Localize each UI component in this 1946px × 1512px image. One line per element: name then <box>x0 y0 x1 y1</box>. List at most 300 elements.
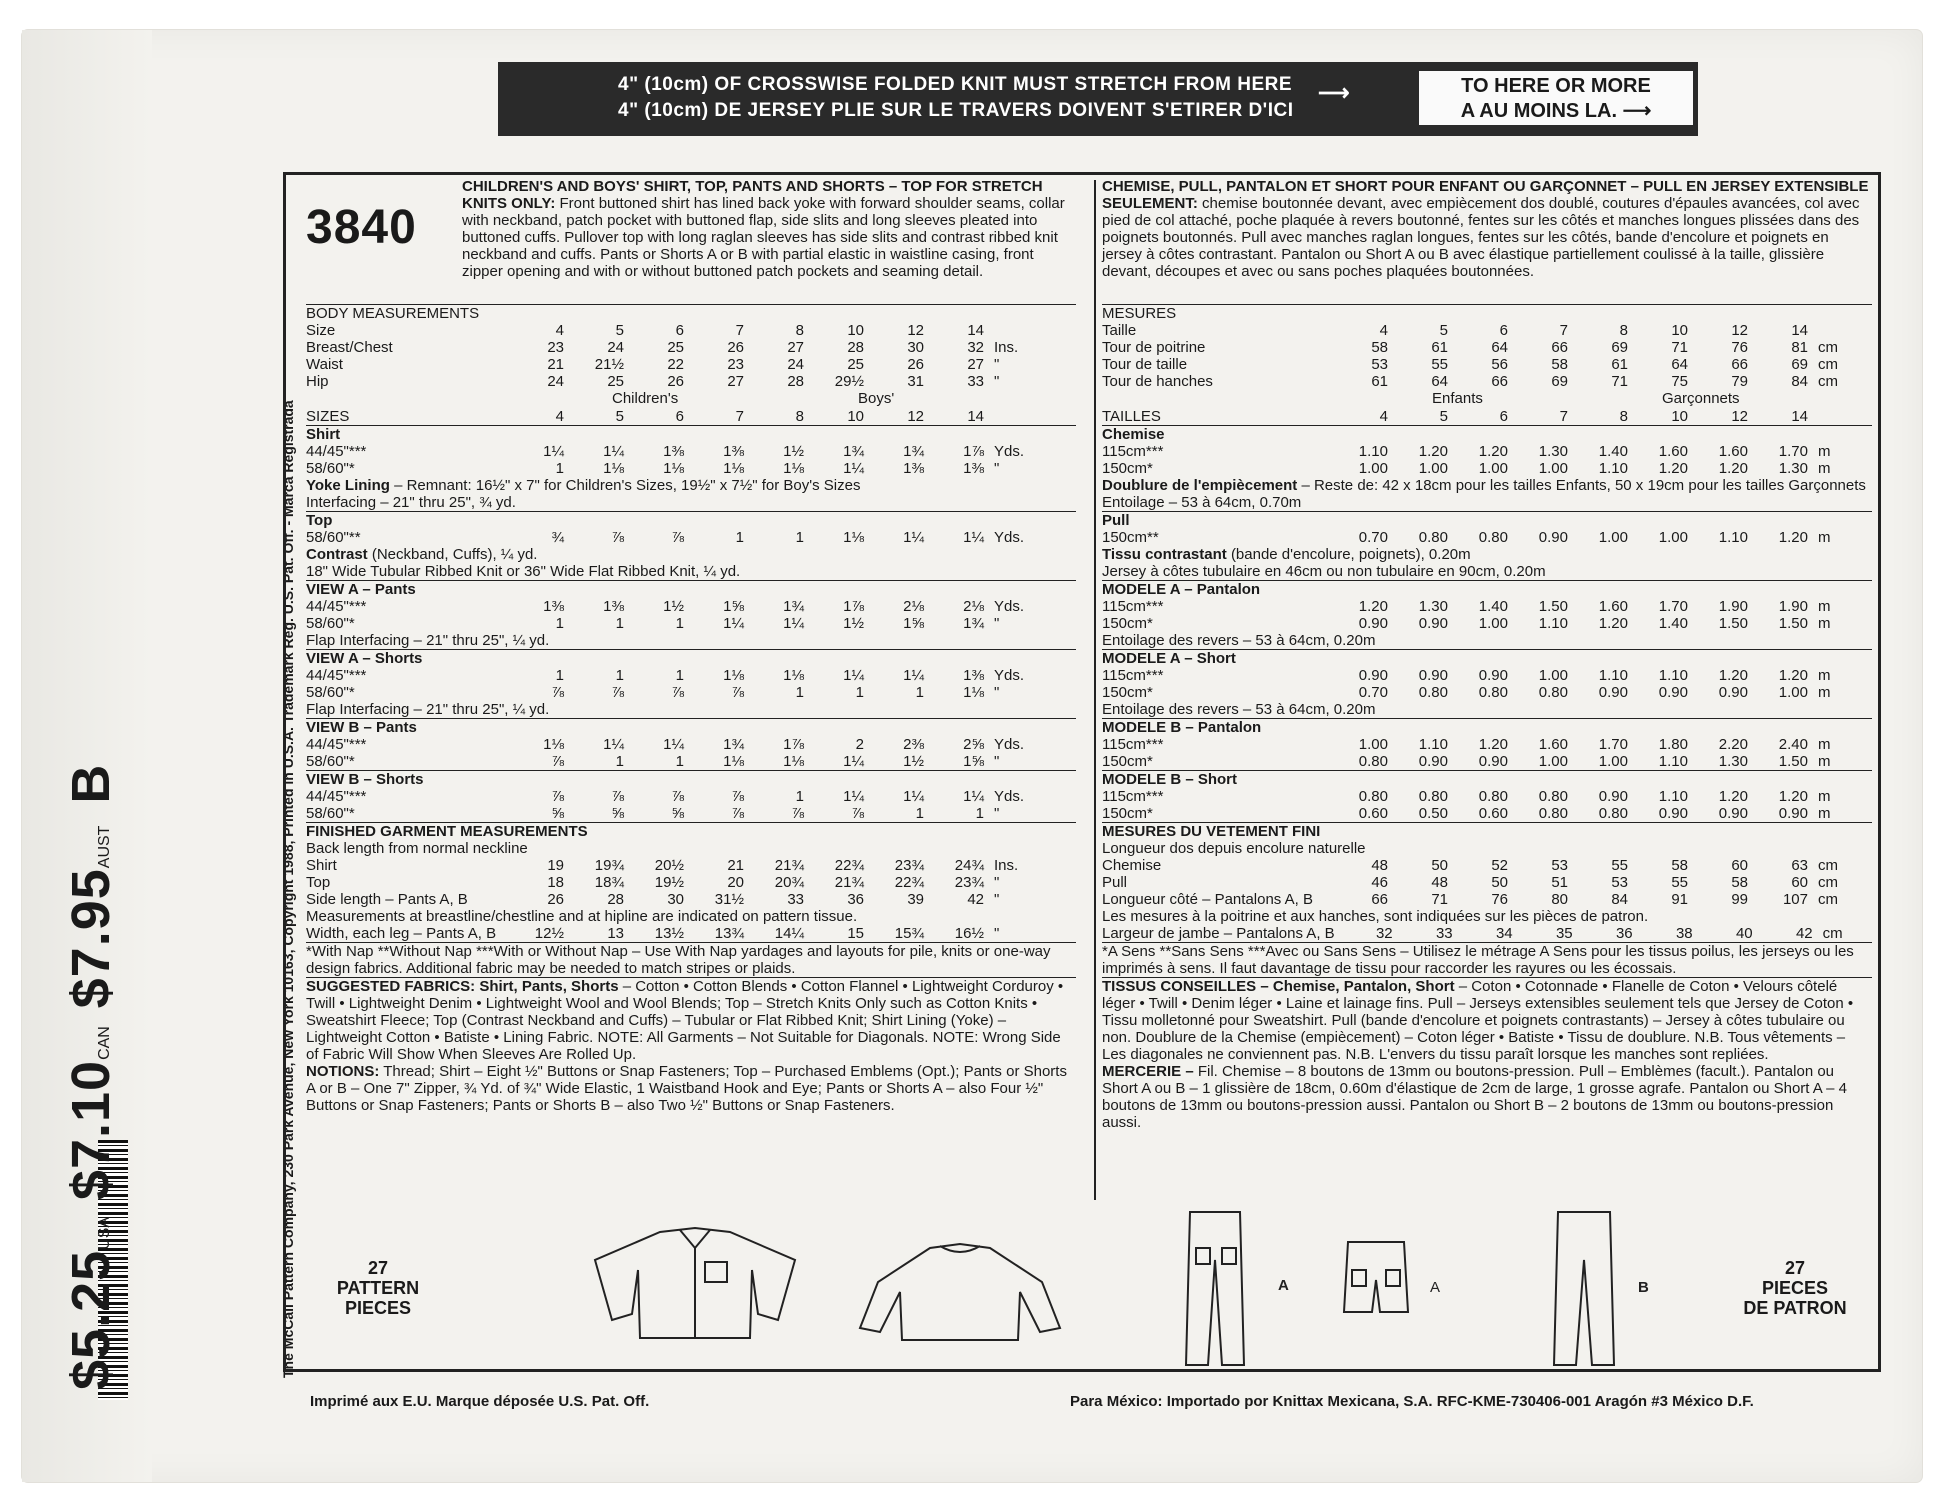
table-cell: ⅝ <box>611 805 624 822</box>
table-row <box>1102 684 1854 701</box>
table-cell: m <box>1818 598 1831 615</box>
table-cell: 1.00 <box>1358 460 1388 477</box>
table-cell: 10 <box>1671 408 1688 425</box>
table-cell: 1⅜ <box>723 443 744 460</box>
table-cell: 1.10 <box>1658 753 1688 770</box>
pants-b-drawing <box>1554 1212 1614 1365</box>
fr-group-enfants: Enfants <box>1432 390 1483 407</box>
row-label: 150cm** <box>1102 529 1159 546</box>
table-cell: 32 <box>967 339 984 356</box>
table-cell: 63 <box>1791 857 1808 874</box>
table-cell: 64 <box>1671 356 1688 373</box>
table-cell: 1.60 <box>1658 443 1688 460</box>
table-cell: 34 <box>1495 925 1513 942</box>
table-cell: 23¾ <box>954 874 984 891</box>
table-cell: cm <box>1818 373 1838 390</box>
table-cell: 61 <box>1611 356 1628 373</box>
table-cell: 0.70 <box>1358 684 1388 701</box>
table-cell: 5 <box>615 408 624 425</box>
table-cell: 1.00 <box>1418 460 1448 477</box>
row-label: Breast/Chest <box>306 339 393 356</box>
row-label: Largeur de jambe – Pantalons A, B <box>1102 925 1335 942</box>
table-cell: ⅞ <box>731 684 744 701</box>
fr-tissu-contrastant-text: (bande d'encolure, poignets), 0.20m <box>1230 546 1471 563</box>
table-cell: 21½ <box>594 356 624 373</box>
table-cell: 1 <box>975 805 984 822</box>
table-cell: Yds. <box>994 667 1025 684</box>
table-cell: 69 <box>1611 339 1628 356</box>
table-cell: 29½ <box>834 373 864 390</box>
table-cell: 1⅛ <box>663 460 684 477</box>
table-cell: 7 <box>735 408 744 425</box>
top-drawing <box>860 1244 1060 1340</box>
table-cell: 27 <box>727 373 744 390</box>
fr-mercerie-title: MERCERIE – <box>1102 1063 1194 1080</box>
row-label: Tour de poitrine <box>1102 339 1206 356</box>
table-cell: 1.40 <box>1598 443 1628 460</box>
table-cell: 2⅛ <box>903 598 924 615</box>
table-cell: 1.10 <box>1538 615 1568 632</box>
table-cell: 1.40 <box>1658 615 1688 632</box>
table-cell: 20 <box>727 874 744 891</box>
en-contrast-title: Contrast <box>306 546 368 563</box>
en-flap1: Flap Interfacing – 21" thru 25", ¼ yd. <box>306 632 550 649</box>
en-measurements <box>306 304 1076 1114</box>
table-cell: 1 <box>615 615 624 632</box>
table-cell: ⅞ <box>551 684 564 701</box>
table-cell: " <box>994 891 1000 908</box>
row-label: 44/45"*** <box>306 667 367 684</box>
table-cell: 1¾ <box>843 443 864 460</box>
table-cell: 13 <box>607 925 624 942</box>
fr-ma-short-title: MODELE A – Short <box>1102 650 1236 667</box>
table-cell: 21¾ <box>834 874 864 891</box>
table-cell: 0.90 <box>1358 615 1388 632</box>
fr-measurements <box>1102 304 1872 1131</box>
row-label: Pull <box>1102 874 1128 891</box>
en-fgm-title: FINISHED GARMENT MEASUREMENTS <box>306 823 588 840</box>
table-cell: 1½ <box>663 598 684 615</box>
table-cell: 1¼ <box>603 736 624 753</box>
row-label: TAILLES <box>1102 408 1161 425</box>
table-cell: 1.00 <box>1478 615 1508 632</box>
fr-mb-short-table <box>1102 788 1854 822</box>
table-cell: 2⅝ <box>963 736 984 753</box>
table-cell <box>986 322 1038 339</box>
table-cell: 1¼ <box>963 788 984 805</box>
table-cell: 58 <box>1671 857 1688 874</box>
table-cell: 1¼ <box>603 443 624 460</box>
table-cell: 1⅛ <box>723 667 744 684</box>
fr-intro <box>1102 178 1872 280</box>
table-cell: m <box>1818 788 1831 805</box>
table-cell: m <box>1818 529 1831 546</box>
table-cell: 4 <box>555 408 564 425</box>
row-label: 44/45"*** <box>306 788 367 805</box>
table-cell: 1.50 <box>1778 753 1808 770</box>
table-cell: 1¼ <box>723 615 744 632</box>
currency-can: CAN <box>96 1026 113 1060</box>
table-cell: 20½ <box>654 857 684 874</box>
table-cell: 61 <box>1371 373 1388 390</box>
fr-group-garconnets: Garçonnets <box>1662 390 1740 407</box>
price-can: $7.10 <box>61 1059 121 1201</box>
table-row <box>1102 443 1854 460</box>
table-cell: 1 <box>555 615 564 632</box>
table-cell: ⅝ <box>671 805 684 822</box>
table-cell: 26 <box>727 339 744 356</box>
pattern-pieces-en <box>318 1258 438 1318</box>
table-cell: 75 <box>1671 373 1688 390</box>
table-cell: 1.10 <box>1598 460 1628 477</box>
en-va-pants-title: VIEW A – Pants <box>306 581 416 598</box>
row-label: 115cm*** <box>1102 788 1164 805</box>
table-cell: 60 <box>1731 857 1748 874</box>
table-cell: " <box>994 805 1000 822</box>
table-cell: " <box>994 356 1000 373</box>
en-va-pants-table <box>306 598 1038 632</box>
table-cell: 1.70 <box>1598 736 1628 753</box>
table-cell: 1.20 <box>1478 736 1508 753</box>
table-cell: 1¼ <box>843 460 864 477</box>
table-row <box>1102 788 1854 805</box>
table-cell: 7 <box>735 322 744 339</box>
en-width-table <box>306 925 1038 942</box>
fr-ma-pantalon-table <box>1102 598 1854 632</box>
table-cell: 1.10 <box>1358 443 1388 460</box>
table-cell: 1½ <box>843 615 864 632</box>
fr-mb-short-title: MODELE B – Short <box>1102 771 1238 788</box>
table-cell: 13½ <box>654 925 684 942</box>
table-cell: 16½ <box>954 925 984 942</box>
table-cell: ⅞ <box>731 805 744 822</box>
en-flap2: Flap Interfacing – 21" thru 25", ¼ yd. <box>306 701 550 718</box>
table-cell: Ins. <box>994 339 1019 356</box>
fr-chemise-title: Chemise <box>1102 426 1165 443</box>
table-cell: 8 <box>795 408 804 425</box>
table-cell: 6 <box>1499 322 1508 339</box>
table-cell: 1¼ <box>663 736 684 753</box>
en-va-shorts-title: VIEW A – Shorts <box>306 650 423 667</box>
table-cell: 1.60 <box>1598 598 1628 615</box>
table-cell: 1.10 <box>1718 529 1748 546</box>
table-cell: ⅞ <box>611 684 624 701</box>
table-cell: 1⅝ <box>903 615 924 632</box>
row-label: Tour de taille <box>1102 356 1188 373</box>
table-cell: Yds. <box>994 736 1025 753</box>
table-cell: 1⅛ <box>723 460 744 477</box>
en-fabrics-text: – Cotton • Cotton Blends • Cotton Flannel • Lightweight Corduroy • Twill • Lightweight Denim • Lightweight Wool and Wool Blends; Top – Stretch Knits Only such as Cotton Knits • Sweatshirt Fleece; Top (Contrast Neckband and Cuffs) – Tubular or Flat Ribbed Knit; Shirt Lining (Yoke) – Lightweight Cotton • Batiste • Lining Fabric. NOTE: All Garments – Not Suitable for Diagonals. NOTE: Wrong Side of Fabric Will Show When Sleeves Are Rolled Up. <box>306 978 1064 1063</box>
table-cell: 30 <box>667 891 684 908</box>
table-cell: 1⅜ <box>903 460 924 477</box>
table-cell: ⅞ <box>731 788 744 805</box>
table-cell: 1.00 <box>1538 753 1568 770</box>
en-yoke-text: – Remnant: 16½" x 7" for Children's Sizes, 19½" x 7½" for Boy's Sizes <box>394 477 861 494</box>
table-cell: 12 <box>1731 322 1748 339</box>
table-cell: 1.20 <box>1478 443 1508 460</box>
table-cell: 1.30 <box>1538 443 1568 460</box>
table-cell: m <box>1818 753 1831 770</box>
table-cell: 0.90 <box>1598 684 1628 701</box>
table-cell: 52 <box>1491 857 1508 874</box>
pieces-count-fr: 27 <box>1784 1258 1806 1278</box>
table-cell: ⅞ <box>611 529 624 546</box>
table-cell: 1⅝ <box>723 598 744 615</box>
table-cell: " <box>994 925 1000 942</box>
row-label: SIZES <box>306 408 350 425</box>
table-cell: ¾ <box>551 529 564 546</box>
table-cell: 1.60 <box>1718 443 1748 460</box>
table-row <box>306 460 1038 477</box>
en-shirt-table <box>306 443 1038 477</box>
table-cell: 12 <box>907 322 924 339</box>
table-cell: 4 <box>555 322 564 339</box>
table-cell: 1.00 <box>1358 736 1388 753</box>
table-cell: 1.90 <box>1778 598 1808 615</box>
table-cell: 26 <box>547 891 564 908</box>
table-cell: 25 <box>607 373 624 390</box>
table-row <box>306 788 1038 805</box>
stretch-target-fr: A AU MOINS LA. ⟶ <box>1460 100 1652 122</box>
table-row <box>306 874 1038 891</box>
table-cell: 23 <box>727 356 744 373</box>
table-cell: 24 <box>607 339 624 356</box>
table-cell: 1.10 <box>1598 667 1628 684</box>
en-body-table <box>306 322 1038 390</box>
row-label: Chemise <box>1102 857 1162 874</box>
table-cell: 1.30 <box>1718 753 1748 770</box>
table-cell: m <box>1818 736 1831 753</box>
table-row <box>1102 598 1854 615</box>
fr-mercerie-text: Fil. Chemise – 8 boutons de 13mm ou boutons-pression. Pull – Emblèmes (facult.). Pantalon ou Short A ou B – 1 glissière de 18cm, 0.60m d'élastique de 2cm de large, 1 grosse agrafe. Pantalon ou Short A – 4 boutons de 13mm ou boutons-pression aussi. Pantalon ou Short B – 2 boutons de 13mm ou boutons-pression aussi. <box>1102 1063 1847 1131</box>
table-cell: 1 <box>675 615 684 632</box>
fr-mb-pantalon-title: MODELE B – Pantalon <box>1102 719 1262 736</box>
table-row <box>1102 805 1854 822</box>
table-cell: 21¾ <box>774 857 804 874</box>
table-cell: 2 <box>855 736 864 753</box>
table-cell: 1 <box>555 667 564 684</box>
table-cell: 7 <box>1559 408 1568 425</box>
table-cell: 38 <box>1675 925 1693 942</box>
table-cell: 76 <box>1731 339 1748 356</box>
table-row <box>306 529 1038 546</box>
en-vb-shorts-table <box>306 788 1038 822</box>
table-cell: ⅞ <box>671 788 684 805</box>
table-cell: 19¾ <box>594 857 624 874</box>
table-cell: 22 <box>667 356 684 373</box>
table-cell: Yds. <box>994 598 1025 615</box>
table-cell: m <box>1818 684 1831 701</box>
en-group-children: Children's <box>612 390 679 407</box>
table-cell: 1⅜ <box>663 443 684 460</box>
table-cell: 81 <box>1791 339 1808 356</box>
table-cell: 19 <box>547 857 564 874</box>
table-row <box>1102 460 1854 477</box>
table-cell: 27 <box>967 356 984 373</box>
table-row <box>1102 339 1854 356</box>
row-label: 150cm* <box>1102 684 1153 701</box>
table-row <box>1102 753 1854 770</box>
table-cell: 1¾ <box>963 615 984 632</box>
table-row <box>306 891 1038 908</box>
table-cell: 21 <box>547 356 564 373</box>
size-range-letter: B <box>61 763 121 804</box>
fr-ma-short-table <box>1102 667 1854 701</box>
table-cell: 84 <box>1611 891 1628 908</box>
table-row <box>306 925 1038 942</box>
en-body-title: BODY MEASUREMENTS <box>306 305 480 322</box>
table-cell: 22¾ <box>894 874 924 891</box>
table-cell: 1⅛ <box>783 460 804 477</box>
fr-longueur-dos: Longueur dos depuis encolure naturelle <box>1102 840 1366 857</box>
en-ribbed: 18" Wide Tubular Ribbed Knit or 36" Wide Flat Ribbed Knit, ¼ yd. <box>306 563 741 580</box>
table-cell: 0.80 <box>1418 529 1448 546</box>
table-cell: 4 <box>1379 322 1388 339</box>
stretch-target-en: TO HERE OR MORE <box>1461 75 1651 97</box>
price-usa: $5.25 <box>61 1249 121 1390</box>
row-label: 58/60"** <box>306 529 361 546</box>
table-row <box>1102 857 1854 874</box>
table-cell: " <box>994 373 1000 390</box>
table-cell: 1.20 <box>1778 529 1808 546</box>
table-cell: 1.00 <box>1778 684 1808 701</box>
en-nap-text: *With Nap **Without Nap ***With or Without Nap – Use With Nap yardages and layouts for pile, knits or one-way design fabrics. Additional fabric may be needed to match stripes or plaids. <box>306 943 1051 977</box>
table-cell: 76 <box>1491 891 1508 908</box>
table-cell: 0.90 <box>1418 667 1448 684</box>
table-cell: 1¼ <box>843 788 864 805</box>
row-label: 58/60"* <box>306 684 355 701</box>
en-contrast-text: (Neckband, Cuffs), ¼ yd. <box>371 546 538 563</box>
table-cell: 36 <box>847 891 864 908</box>
table-cell: 24¾ <box>954 857 984 874</box>
pattern-number: 3840 <box>306 201 417 254</box>
view-label-a: A <box>1278 1277 1289 1294</box>
table-cell: 31½ <box>714 891 744 908</box>
table-row <box>306 339 1038 356</box>
table-cell: 1.40 <box>1478 598 1508 615</box>
table-cell: 0.90 <box>1478 753 1508 770</box>
table-cell: 1.50 <box>1778 615 1808 632</box>
en-vb-pants-title: VIEW B – Pants <box>306 719 417 736</box>
table-cell: 15 <box>847 925 864 942</box>
table-cell: 0.90 <box>1538 529 1568 546</box>
table-cell: 1¼ <box>843 753 864 770</box>
en-intro <box>462 178 1074 280</box>
table-cell: 1 <box>555 460 564 477</box>
table-cell: 26 <box>667 373 684 390</box>
table-cell: 28 <box>787 373 804 390</box>
row-label: 44/45"*** <box>306 736 367 753</box>
table-cell: 1½ <box>783 443 804 460</box>
table-cell: Yds. <box>994 443 1025 460</box>
row-label: 58/60"* <box>306 805 355 822</box>
table-cell: 1.00 <box>1538 667 1568 684</box>
table-cell: 80 <box>1551 891 1568 908</box>
row-label: 58/60"* <box>306 753 355 770</box>
pieces-label-fr-1: PIECES <box>1761 1278 1829 1298</box>
pieces-count-en: 27 <box>367 1258 389 1278</box>
table-cell: 1.50 <box>1538 598 1568 615</box>
table-cell: 1.60 <box>1538 736 1568 753</box>
table-cell: 1.20 <box>1598 615 1628 632</box>
table-cell: 8 <box>1619 408 1628 425</box>
table-cell: 4 <box>1379 408 1388 425</box>
table-row <box>306 667 1038 684</box>
en-size-groups <box>306 390 1076 408</box>
table-cell: 1 <box>675 667 684 684</box>
table-row <box>1102 874 1854 891</box>
table-cell: m <box>1818 667 1831 684</box>
table-cell: 55 <box>1611 857 1628 874</box>
table-row <box>1102 529 1854 546</box>
fr-jersey-cotes: Jersey à côtes tubulaire en 46cm ou non tubulaire en 90cm, 0.20m <box>1102 563 1546 580</box>
table-cell: 14 <box>967 322 984 339</box>
table-row <box>1102 322 1854 339</box>
stretch-target-box <box>1416 68 1696 128</box>
view-label-a2: A <box>1430 1279 1441 1296</box>
fr-mb-pantalon-table <box>1102 736 1854 770</box>
table-cell: 51 <box>1551 874 1568 891</box>
table-cell: 64 <box>1491 339 1508 356</box>
stretch-line-fr: 4" (10cm) DE JERSEY PLIE SUR LE TRAVERS DOIVENT S'ETIRER D'ICI <box>618 100 1294 121</box>
en-meas-note: Measurements at breastline/chestline and at hipline are indicated on pattern tissue. <box>306 908 858 925</box>
table-cell: 1 <box>795 684 804 701</box>
fr-mesures-title: MESURES <box>1102 305 1177 322</box>
en-back-length: Back length from normal neckline <box>306 840 528 857</box>
table-cell: 2⅜ <box>903 736 924 753</box>
footer-left: Imprimé aux E.U. Marque déposée U.S. Pat. Off. <box>310 1393 650 1410</box>
fr-sens-text: *A Sens **Sans Sens ***Avec ou Sans Sens – Utilisez le métrage A Sens pour les tissus poilus, les jerseys ou les imprimés à sens. Il faut davantage de tissu pour raccorder les rayures ou les écossais. <box>1102 943 1854 977</box>
table-row <box>306 753 1038 770</box>
en-top-title: Top <box>306 512 333 529</box>
table-cell: 0.50 <box>1418 805 1448 822</box>
table-cell: 8 <box>1619 322 1628 339</box>
table-cell: " <box>994 753 1000 770</box>
table-cell: 14 <box>967 408 984 425</box>
table-cell: m <box>1818 460 1831 477</box>
table-row <box>306 322 1038 339</box>
table-cell: 0.80 <box>1358 788 1388 805</box>
fr-tissus-title: TISSUS CONSEILLES – Chemise, Pantalon, Short <box>1102 978 1455 995</box>
table-cell: 48 <box>1431 874 1448 891</box>
stretch-line-en: 4" (10cm) OF CROSSWISE FOLDED KNIT MUST STRETCH FROM HERE <box>618 74 1293 95</box>
table-cell: 1.20 <box>1418 443 1448 460</box>
table-cell: m <box>1818 615 1831 632</box>
table-cell: 1.20 <box>1778 667 1808 684</box>
copyright-line: The McCall Pattern Company, 230 Park Avenue, New York 10163, Copyright 1988, Printed in U.S.A. Trademark Reg. U.S. Pat. Off. - Marca Registrada <box>280 400 296 1378</box>
table-cell: 50 <box>1431 857 1448 874</box>
table-cell: 1 <box>675 753 684 770</box>
table-cell: 23¾ <box>894 857 924 874</box>
table-row <box>1102 891 1854 908</box>
fr-tissus-text: – Coton • Cotonnade • Flanelle de Coton • Velours côtelé léger • Twill • Denim léger • Laine et lainage fins. Pull – Jerseys extensibles seulement tels que Jersey de Coton • Tissu molletonné pour Sweatshirt. Pull (bande d'encolure et poignets contrastants) – Jersey à côtes tubulaire ou non. Doublure de la Chemise (empiècement) – Coton léger • Batiste • Tissu de doublure. N.B. Tous vêtements – Les diagonales ne conviennent pas. N.B. L'envers du tissu paraît lorsque les manches sont repliées. <box>1102 978 1854 1063</box>
row-label: 44/45"*** <box>306 443 367 460</box>
fr-entoilage1: Entoilage – 53 à 64cm, 0.70m <box>1102 494 1302 511</box>
table-cell: 2.20 <box>1718 736 1748 753</box>
table-row <box>1102 667 1854 684</box>
table-cell: 23 <box>547 339 564 356</box>
table-cell: 1.10 <box>1418 736 1448 753</box>
table-cell: 0.80 <box>1478 788 1508 805</box>
en-notions-title: NOTIONS: <box>306 1063 380 1080</box>
table-cell: 0.90 <box>1418 753 1448 770</box>
table-cell: 22¾ <box>834 857 864 874</box>
table-row <box>1102 615 1854 632</box>
table-cell: 5 <box>1439 322 1448 339</box>
table-cell: 1.20 <box>1718 788 1748 805</box>
en-sizes-table <box>306 408 1038 425</box>
table-cell: 66 <box>1731 356 1748 373</box>
